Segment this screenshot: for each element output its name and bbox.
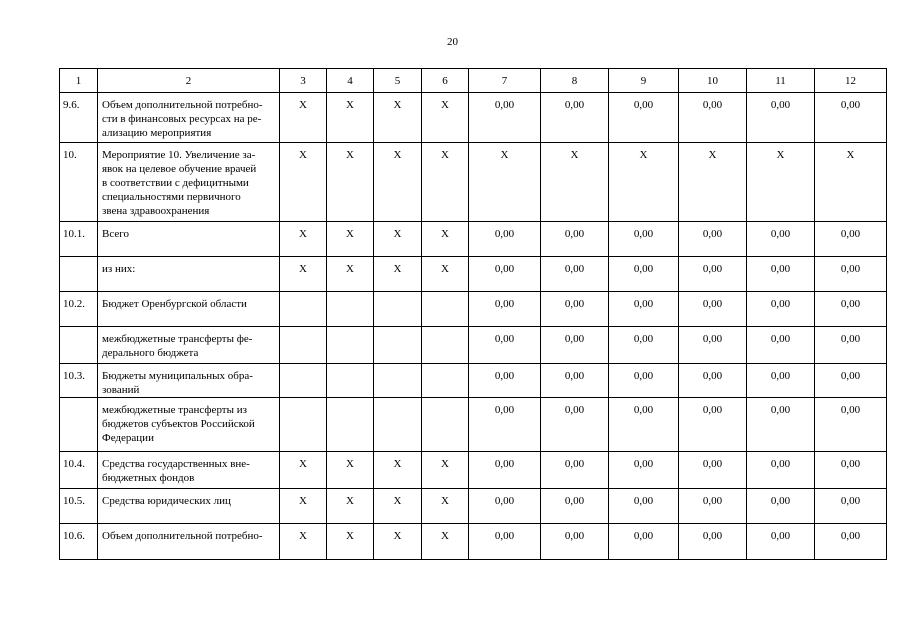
row-label: Бюджет Оренбургской области: [98, 292, 280, 327]
value-cell: 0,00: [747, 327, 815, 364]
column-header: 5: [374, 69, 422, 93]
value-cell: 0,00: [815, 292, 887, 327]
value-cell: X: [422, 222, 469, 257]
value-cell: 0,00: [679, 524, 747, 560]
column-header: 11: [747, 69, 815, 93]
table-row: [60, 398, 887, 452]
row-number: [60, 327, 98, 364]
row-number: 10.2.: [60, 292, 98, 327]
value-cell: 0,00: [609, 364, 679, 398]
row-number: 10.4.: [60, 452, 98, 489]
value-cell: 0,00: [609, 222, 679, 257]
column-header: 3: [280, 69, 327, 93]
value-cell: [280, 364, 327, 398]
value-cell: 0,00: [541, 364, 609, 398]
value-cell: [374, 292, 422, 327]
value-cell: 0,00: [609, 489, 679, 524]
value-cell: [327, 364, 374, 398]
value-cell: 0,00: [469, 452, 541, 489]
value-cell: X: [541, 143, 609, 222]
value-cell: [280, 292, 327, 327]
value-cell: [327, 327, 374, 364]
value-cell: [422, 398, 469, 452]
value-cell: [327, 292, 374, 327]
column-header: 1: [60, 69, 98, 93]
value-cell: X: [374, 524, 422, 560]
value-cell: 0,00: [815, 222, 887, 257]
value-cell: 0,00: [747, 292, 815, 327]
value-cell: X: [422, 257, 469, 292]
column-header: 7: [469, 69, 541, 93]
value-cell: X: [469, 143, 541, 222]
value-cell: X: [327, 222, 374, 257]
value-cell: 0,00: [679, 327, 747, 364]
value-cell: 0,00: [469, 398, 541, 452]
value-cell: 0,00: [815, 93, 887, 143]
value-cell: X: [327, 524, 374, 560]
value-cell: X: [280, 524, 327, 560]
table-row: [60, 292, 887, 327]
value-cell: [374, 398, 422, 452]
value-cell: [422, 327, 469, 364]
value-cell: X: [422, 524, 469, 560]
row-label: межбюджетные трансферты из бюджетов субъектов Российской Федерации: [98, 398, 280, 452]
value-cell: 0,00: [469, 524, 541, 560]
budget-table: [59, 68, 887, 560]
value-cell: X: [374, 93, 422, 143]
value-cell: 0,00: [541, 93, 609, 143]
value-cell: 0,00: [747, 489, 815, 524]
value-cell: 0,00: [541, 452, 609, 489]
row-label: из них:: [98, 257, 280, 292]
row-label: Объем дополнительной потребно-: [98, 524, 280, 560]
row-label: Средства юридических лиц: [98, 489, 280, 524]
table-row: [60, 524, 887, 560]
value-cell: 0,00: [747, 93, 815, 143]
value-cell: 0,00: [609, 524, 679, 560]
value-cell: X: [374, 489, 422, 524]
value-cell: 0,00: [815, 257, 887, 292]
value-cell: 0,00: [469, 327, 541, 364]
column-header: 12: [815, 69, 887, 93]
table-row: [60, 452, 887, 489]
row-number: [60, 257, 98, 292]
value-cell: X: [374, 143, 422, 222]
value-cell: [327, 398, 374, 452]
row-number: 10.1.: [60, 222, 98, 257]
table-row: [60, 489, 887, 524]
value-cell: 0,00: [679, 452, 747, 489]
row-number: [60, 398, 98, 452]
row-label: Объем дополнительной потребно- сти в финансовых ресурсах на ре- ализацию мероприятия: [98, 93, 280, 143]
value-cell: 0,00: [609, 327, 679, 364]
row-label: Мероприятие 10. Увеличение за- явок на целевое обучение врачей в соответствии с дефицитными специальностями первичного звена здравоохранения: [98, 143, 280, 222]
row-number: 10.3.: [60, 364, 98, 398]
page-number: 20: [447, 36, 458, 48]
row-label: межбюджетные трансферты фе- дерального бюджета: [98, 327, 280, 364]
value-cell: X: [280, 143, 327, 222]
value-cell: 0,00: [609, 257, 679, 292]
value-cell: 0,00: [747, 222, 815, 257]
value-cell: 0,00: [815, 398, 887, 452]
value-cell: 0,00: [469, 93, 541, 143]
value-cell: 0,00: [815, 364, 887, 398]
value-cell: 0,00: [747, 524, 815, 560]
row-label: Средства государственных вне- бюджетных фондов: [98, 452, 280, 489]
value-cell: X: [280, 257, 327, 292]
value-cell: X: [374, 222, 422, 257]
value-cell: X: [280, 489, 327, 524]
value-cell: 0,00: [469, 257, 541, 292]
value-cell: 0,00: [815, 489, 887, 524]
value-cell: X: [422, 143, 469, 222]
column-header: 10: [679, 69, 747, 93]
row-label: Всего: [98, 222, 280, 257]
value-cell: 0,00: [679, 364, 747, 398]
value-cell: 0,00: [609, 452, 679, 489]
column-header: 4: [327, 69, 374, 93]
column-header: 8: [541, 69, 609, 93]
value-cell: [280, 398, 327, 452]
table-row: [60, 143, 887, 222]
value-cell: 0,00: [679, 292, 747, 327]
value-cell: X: [327, 143, 374, 222]
table-header-row: [60, 69, 887, 93]
value-cell: 0,00: [541, 489, 609, 524]
value-cell: [280, 327, 327, 364]
value-cell: 0,00: [541, 398, 609, 452]
value-cell: X: [280, 93, 327, 143]
table-row: [60, 364, 887, 398]
value-cell: 0,00: [541, 327, 609, 364]
value-cell: X: [609, 143, 679, 222]
value-cell: X: [422, 93, 469, 143]
value-cell: 0,00: [469, 292, 541, 327]
value-cell: X: [280, 452, 327, 489]
value-cell: 0,00: [679, 489, 747, 524]
value-cell: X: [327, 452, 374, 489]
value-cell: X: [327, 489, 374, 524]
value-cell: 0,00: [609, 93, 679, 143]
value-cell: [422, 364, 469, 398]
row-number: 10.6.: [60, 524, 98, 560]
value-cell: X: [374, 452, 422, 489]
value-cell: 0,00: [679, 222, 747, 257]
value-cell: X: [280, 222, 327, 257]
value-cell: X: [327, 93, 374, 143]
value-cell: 0,00: [469, 222, 541, 257]
value-cell: 0,00: [609, 398, 679, 452]
value-cell: X: [422, 489, 469, 524]
value-cell: [374, 364, 422, 398]
table-row: [60, 93, 887, 143]
value-cell: 0,00: [679, 257, 747, 292]
value-cell: 0,00: [747, 452, 815, 489]
value-cell: 0,00: [747, 257, 815, 292]
row-number: 10.: [60, 143, 98, 222]
value-cell: [374, 327, 422, 364]
value-cell: 0,00: [541, 292, 609, 327]
value-cell: 0,00: [541, 222, 609, 257]
value-cell: 0,00: [747, 398, 815, 452]
table-row: [60, 222, 887, 257]
column-header: 2: [98, 69, 280, 93]
value-cell: 0,00: [609, 292, 679, 327]
value-cell: X: [815, 143, 887, 222]
row-number: 9.6.: [60, 93, 98, 143]
value-cell: [422, 292, 469, 327]
value-cell: 0,00: [815, 452, 887, 489]
value-cell: 0,00: [679, 398, 747, 452]
value-cell: X: [374, 257, 422, 292]
column-header: 9: [609, 69, 679, 93]
value-cell: X: [747, 143, 815, 222]
value-cell: X: [422, 452, 469, 489]
row-number: 10.5.: [60, 489, 98, 524]
value-cell: 0,00: [679, 93, 747, 143]
value-cell: 0,00: [815, 524, 887, 560]
value-cell: X: [327, 257, 374, 292]
table-row: [60, 327, 887, 364]
value-cell: 0,00: [469, 489, 541, 524]
value-cell: 0,00: [815, 327, 887, 364]
row-label: Бюджеты муниципальных обра- зований: [98, 364, 280, 398]
column-header: 6: [422, 69, 469, 93]
value-cell: 0,00: [541, 524, 609, 560]
value-cell: 0,00: [541, 257, 609, 292]
table-row: [60, 257, 887, 292]
value-cell: 0,00: [747, 364, 815, 398]
value-cell: X: [679, 143, 747, 222]
value-cell: 0,00: [469, 364, 541, 398]
